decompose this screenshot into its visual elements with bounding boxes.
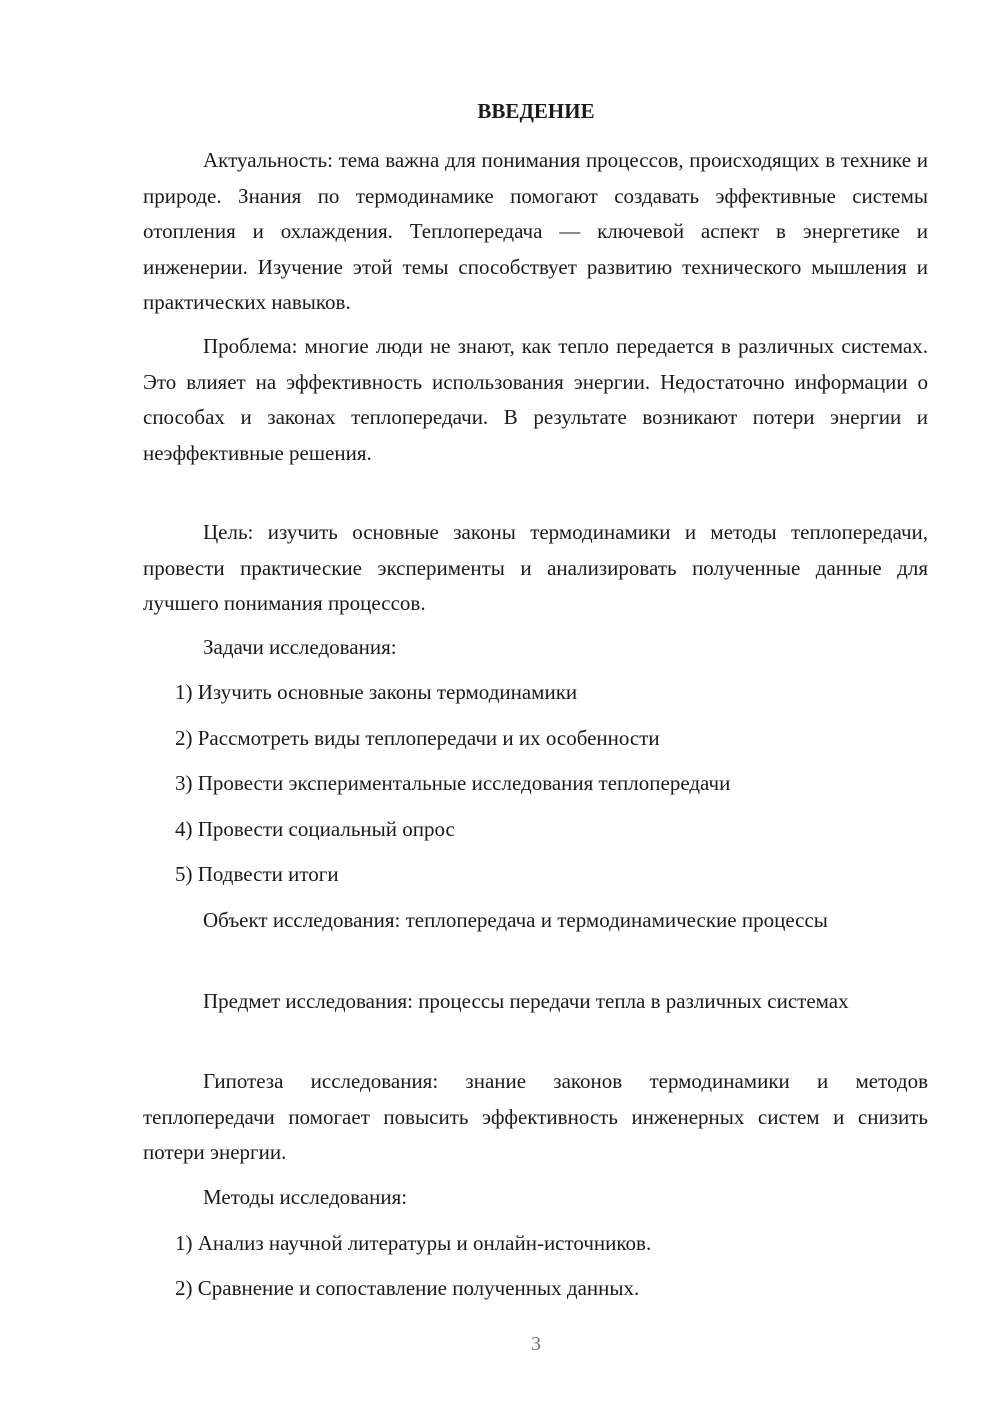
methods-heading: Методы исследования: bbox=[203, 1185, 408, 1209]
method-item: 1) Анализ научной литературы и онлайн-источников. bbox=[175, 1231, 652, 1255]
goal-paragraph: Цель: изучить основные законы термодинамики и методы теплопередачи, провести практические эксперименты и анализировать полученные данные для лучшего понимания процессов. bbox=[143, 520, 928, 615]
task-item: 3) Провести экспериментальные исследования теплопередачи bbox=[175, 771, 731, 795]
task-item: 1) Изучить основные законы термодинамики bbox=[175, 680, 578, 704]
problem-paragraph: Проблема: многие люди не знают, как тепло передается в различных системах. Это влияет на эффективность использования энергии. Недостаточно информации о способах и законах теплопередачи. В результате возникают потери энергии и неэффективные решения. bbox=[143, 334, 928, 465]
subject-paragraph: Предмет исследования: процессы передачи тепла в различных системах bbox=[203, 989, 849, 1013]
object-paragraph: Объект исследования: теплопередача и термодинамические процессы bbox=[203, 908, 828, 932]
page-number: 3 bbox=[531, 1333, 541, 1355]
tasks-heading: Задачи исследования: bbox=[203, 635, 397, 659]
relevance-paragraph: Актуальность: тема важна для понимания процессов, происходящих в технике и природе. Знания по термодинамике помогают создавать эффективные системы отопления и охлаждения. Теплопередача — ключевой аспект в энергетике и инженерии. Изучение этой темы способствует развитию технического мышления и практических навыков. bbox=[143, 148, 928, 314]
hypothesis-paragraph: Гипотеза исследования: знание законов термодинамики и методов теплопередачи помогает повысить эффективность инженерных систем и снизить потери энергии. bbox=[143, 1069, 928, 1164]
task-item: 4) Провести социальный опрос bbox=[175, 817, 455, 841]
task-item: 5) Подвести итоги bbox=[175, 862, 339, 886]
task-item: 2) Рассмотреть виды теплопередачи и их особенности bbox=[175, 726, 660, 750]
page-title: ВВЕДЕНИЕ bbox=[477, 99, 595, 123]
method-item: 2) Сравнение и сопоставление полученных данных. bbox=[175, 1276, 640, 1300]
